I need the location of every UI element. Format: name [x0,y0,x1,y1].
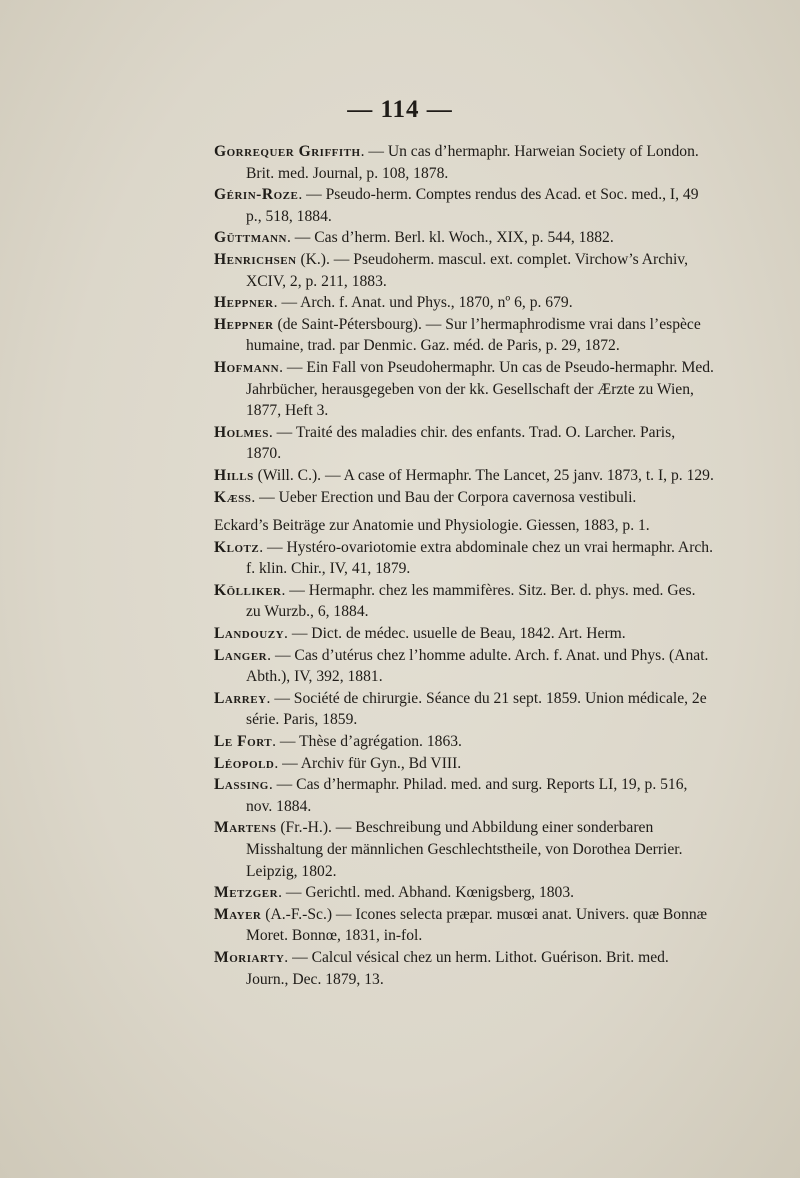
bibliography-entry [214,515,714,537]
bibliography-entry [214,487,714,509]
entry-author: Holmes [214,423,269,441]
entry-author: Mayer [214,905,262,923]
bibliography-entry [214,947,714,990]
bibliography-entry [214,774,714,817]
bibliography-entry [214,645,714,688]
bibliography-entry [214,817,714,882]
bibliography-entry [214,314,714,357]
entry-text: . — Archiv für Gyn., Bd VIII. [274,754,462,772]
bibliography-entry [214,227,714,249]
bibliography-entry [214,580,714,623]
bibliography-list [214,141,714,990]
entry-text: . — Ueber Erection und Bau der Corpora cavernosa vestibuli. [251,488,637,506]
entry-author: Henrichsen [214,250,297,268]
entry-text: . — Calcul vésical chez un herm. Lithot. Guérison. Brit. med. Journ., Dec. 1879, 13. [246,948,669,988]
entry-author: Heppner [214,294,274,312]
entry-author: Kölliker [214,581,282,599]
entry-text: . — Hystéro-ovariotomie extra abdominale chez un vrai hermaphr. Arch. f. klin. Chir., IV, 41, 1879. [246,538,713,578]
bibliography-entry [214,537,714,580]
entry-text: . — Société de chirurgie. Séance du 21 sept. 1859. Union médicale, 2e série. Paris, 1859. [246,689,707,729]
entry-author: Güttmann [214,229,287,247]
entry-text: . — Gerichtl. med. Abhand. Kœnigsberg, 1803. [278,884,575,902]
entry-text: (Fr.-H.). — Beschreibung und Abbildung einer sonderbaren Misshaltung der männlichen Geschlechtstheile, von Dorothea Derrier. Leipzig, 1802. [246,819,683,880]
entry-text: (A.-F.-Sc.) — Icones selecta præpar. musœi anat. Univers. quæ Bonnæ Moret. Bonnœ, 1831, in-fol. [246,905,708,945]
page-number: — 114 — [347,96,453,123]
entry-text: . — Traité des maladies chir. des enfants. Trad. O. Larcher. Paris, 1870. [246,423,676,463]
bibliography-entry [214,249,714,292]
bibliography-entry [214,904,714,947]
entry-text: . — Hermaphr. chez les mammifères. Sitz. Ber. d. phys. med. Ges. zu Wurzb., 6, 1884. [246,581,696,621]
bibliography-entry [214,141,714,184]
entry-text: . — Dict. de médec. usuelle de Beau, 1842. Art. Herm. [284,625,626,643]
entry-text: . — Pseudo-herm. Comptes rendus des Acad. et Soc. med., I, 49 p., 518, 1884. [246,186,699,225]
entry-text: . — Ein Fall von Pseudohermaphr. Un cas de Pseudo-hermaphr. Med. Jahrbücher, herausgegeben von der kk. Gesellschaft der Ærzte zu Wien, 1877, Heft 3. [246,358,714,420]
entry-author: Metzger [214,884,279,902]
entry-author: Larrey [214,689,267,707]
bibliography-entry [214,623,714,645]
entry-author: Moriarty [214,948,285,966]
bibliography-entry [214,882,714,904]
bibliography-entry [214,465,714,487]
bibliography-entry [214,753,714,775]
entry-author: Langer [214,646,268,664]
entry-author: Léopold [214,754,275,772]
entry-author: Martens [214,819,277,837]
entry-author: Le Fort [214,733,273,751]
entry-text: . — Cas d’utérus chez l’homme adulte. Arch. f. Anat. und Phys. (Anat. Abth.), IV, 392, 1881. [246,646,709,686]
entry-author: Lassing [214,776,269,794]
bibliography-entry [214,357,714,422]
entry-author: Gérin-Roze [214,186,299,204]
entry-author: Hills [214,466,254,484]
entry-author: Klotz [214,538,260,556]
bibliography-entry [214,292,714,314]
bibliography-entry [214,688,714,731]
entry-text: (Will. C.). — A case of Hermaphr. The Lancet, 25 janv. 1873, t. I, p. 129. [253,466,714,484]
entry-text: . — Thèse d’agrégation. 1863. [272,733,462,751]
entry-author: Heppner [214,315,274,333]
bibliography-entry [214,731,714,753]
entry-author: Kæss [214,488,252,506]
entry-text: Eckard’s Beiträge zur Anatomie und Physiologie. Giessen, 1883, p. 1. [214,517,650,535]
entry-author: Landouzy [214,625,285,643]
entry-text: . — Cas d’herm. Berl. kl. Woch., XIX, p. 544, 1882. [286,229,614,247]
entry-author: Hofmann [214,358,280,376]
entry-text: . — Cas d’hermaphr. Philad. med. and surg. Reports LI, 19, p. 516, nov. 1884. [246,776,688,815]
entry-text: (de Saint-Pétersbourg). — Sur l’hermaphrodisme vrai dans l’espèce humaine, trad. par Denmic. Gaz. méd. de Paris, p. 29, 1872. [246,315,701,355]
bibliography-entry [214,422,714,465]
bibliography-entry [214,184,714,227]
entry-text: . — Un cas d’hermaphr. Harweian Society of London. Brit. med. Journal, p. 108, 1878. [246,143,699,182]
entry-author: Gorrequer Griffith [214,143,361,160]
entry-text: . — Arch. f. Anat. und Phys., 1870, nº 6, p. 679. [273,294,573,312]
entry-text: (K.). — Pseudoherm. mascul. ext. complet. Virchow’s Archiv, XCIV, 2, p. 211, 1883. [246,250,688,290]
